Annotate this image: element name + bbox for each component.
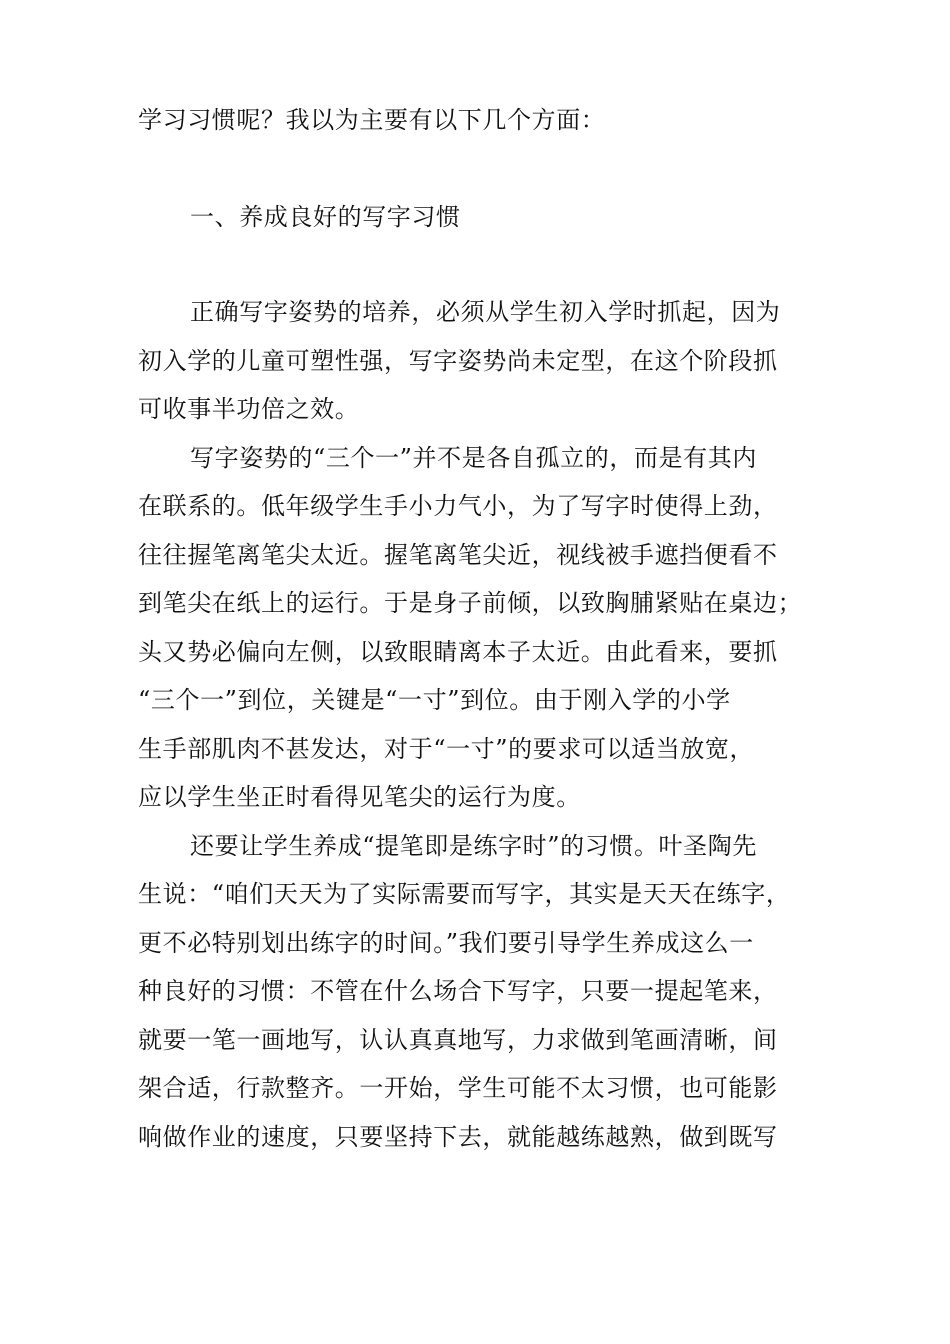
document-body [138, 96, 812, 1161]
paragraph-line: 应以学生坐正时看得见笔尖的运行为度。 [138, 783, 581, 811]
paragraph-three-ones [138, 434, 812, 822]
paragraph-line: 更不必特别划出练字的时间。”我们要引导学生养成这么一 [138, 928, 754, 957]
paragraph-line: 生手部肌肉不甚发达，对于“一寸”的要求可以适当放宽， [138, 734, 755, 763]
paragraph-line: 还要让学生养成“提笔即是练字时”的习惯。叶圣陶先 [190, 831, 757, 860]
paragraph-posture-training [138, 288, 812, 434]
paragraph-line: 可收事半功倍之效。 [138, 395, 360, 423]
intro-line: 学习习惯呢？我以为主要有以下几个方面： [138, 106, 606, 134]
paragraph-line: 种良好的习惯：不管在什么场合下写字，只要一提起笔来， [138, 977, 778, 1005]
paragraph-line: 生说：“咱们天天为了实际需要而写字，其实是天天在练字， [138, 880, 791, 908]
paragraph-line: 初入学的儿童可塑性强，写字姿势尚未定型，在这个阶段抓 [138, 346, 778, 375]
paragraph-line: 到笔尖在纸上的运行。于是身子前倾，以致胸脯紧贴在桌边； [138, 589, 803, 617]
paragraph-line: 正确写字姿势的培养，必须从学生初入学时抓起，因为 [190, 298, 781, 326]
paragraph-practice-habit [138, 822, 812, 1162]
paragraph-line: “三个一”到位，关键是“一寸”到位。由于刚入学的小学 [138, 686, 731, 714]
paragraph-line: 在联系的。低年级学生手小力气小，为了写字时使得上劲， [138, 492, 778, 520]
paragraph-line: 往往握笔离笔尖太近。握笔离笔尖近，视线被手遮挡便看不 [138, 540, 778, 569]
paragraph-line: 架合适，行款整齐。一开始，学生可能不太习惯，也可能影 [138, 1074, 778, 1102]
paragraph-line: 就要一笔一画地写，认认真真地写，力求做到笔画清晰，间 [138, 1025, 778, 1054]
section-heading: 一、养成良好的写字习惯 [190, 202, 461, 231]
paragraph-line: 写字姿势的“三个一”并不是各自孤立的，而是有其内 [190, 443, 757, 472]
paragraph-line: 头又势必偏向左侧，以致眼睛离本子太近。由此看来，要抓 [138, 637, 778, 666]
paragraph-line: 响做作业的速度，只要坚持下去，就能越练越熟，做到既写 [138, 1122, 778, 1151]
